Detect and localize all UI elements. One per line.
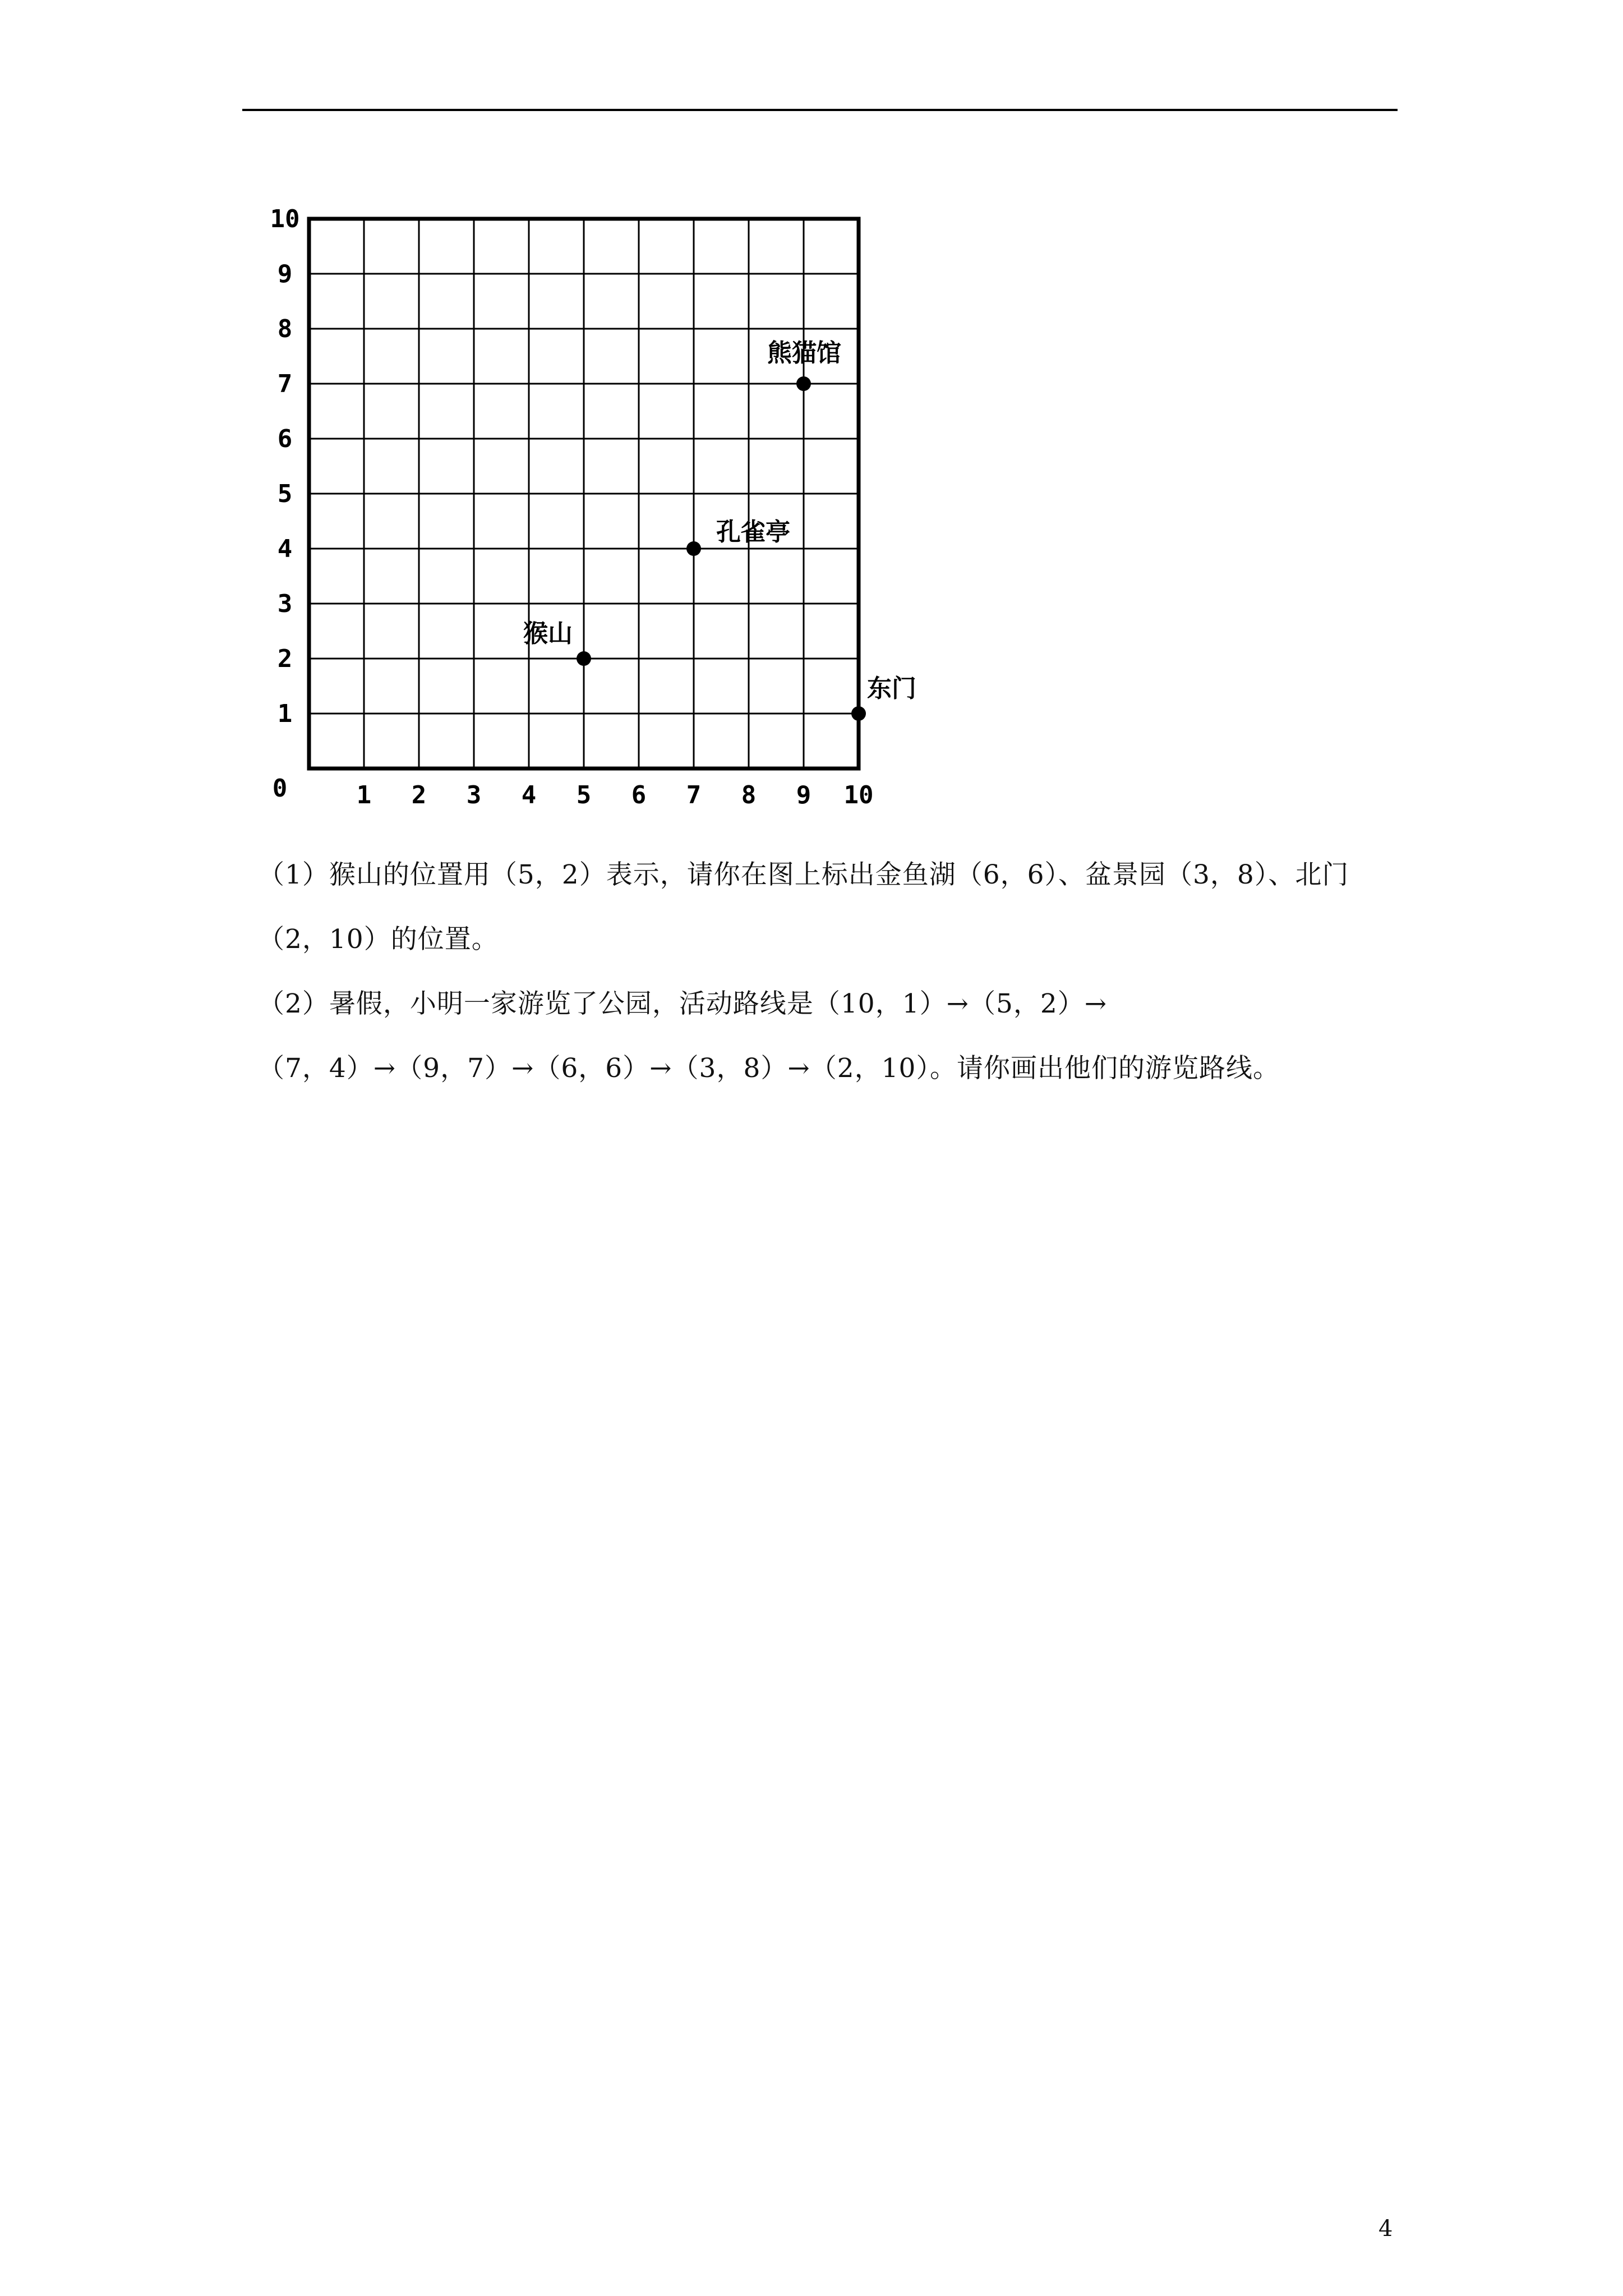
y-tick-label: 2: [277, 645, 293, 673]
point-label: 熊猫馆: [767, 339, 841, 367]
question-2-line-1: （2）暑假，小明一家游览了公园，活动路线是（10，1）→（5，2）→: [258, 988, 1108, 1019]
point-marker: [796, 376, 811, 391]
page-number: 4: [1378, 2216, 1393, 2242]
x-tick-label: 3: [466, 781, 482, 809]
y-tick-label: 1: [277, 700, 293, 728]
origin-label: 0: [272, 774, 288, 803]
x-tick-label: 6: [631, 781, 647, 809]
point-marker: [851, 706, 866, 721]
y-tick-label: 3: [277, 590, 293, 618]
y-tick-label: 10: [270, 205, 300, 233]
x-tick-label: 5: [576, 781, 592, 809]
coordinate-grid: [0, 0, 953, 830]
y-tick-label: 6: [277, 425, 293, 453]
x-tick-label: 1: [356, 781, 372, 809]
y-tick-label: 7: [277, 370, 293, 398]
x-tick-label: 7: [686, 781, 702, 809]
point-label: 孔雀亭: [716, 518, 790, 546]
question-1-line-2: （2，10）的位置。: [258, 924, 499, 955]
x-tick-label: 8: [741, 781, 757, 809]
question-1-line-1: （1）猴山的位置用（5，2）表示，请你在图上标出金鱼湖（6，6）、盆景园（3，8）、北门: [258, 859, 1349, 890]
question-2-line-2: （7，4）→（9，7）→（6，6）→（3，8）→（2，10）。请你画出他们的游览路线。: [258, 1053, 1280, 1084]
x-tick-label: 2: [411, 781, 427, 809]
x-tick-label: 10: [843, 781, 874, 809]
point-label: 猴山: [523, 619, 573, 648]
y-tick-label: 5: [277, 480, 293, 508]
y-tick-label: 4: [277, 535, 293, 563]
x-tick-label: 4: [521, 781, 537, 809]
point-marker: [577, 651, 591, 666]
y-tick-label: 9: [277, 260, 293, 288]
point-label: 东门: [867, 674, 916, 703]
point-marker: [686, 541, 701, 556]
y-tick-label: 8: [277, 315, 293, 343]
x-tick-label: 9: [796, 781, 811, 809]
coordinate-grid-figure: [0, 0, 953, 830]
